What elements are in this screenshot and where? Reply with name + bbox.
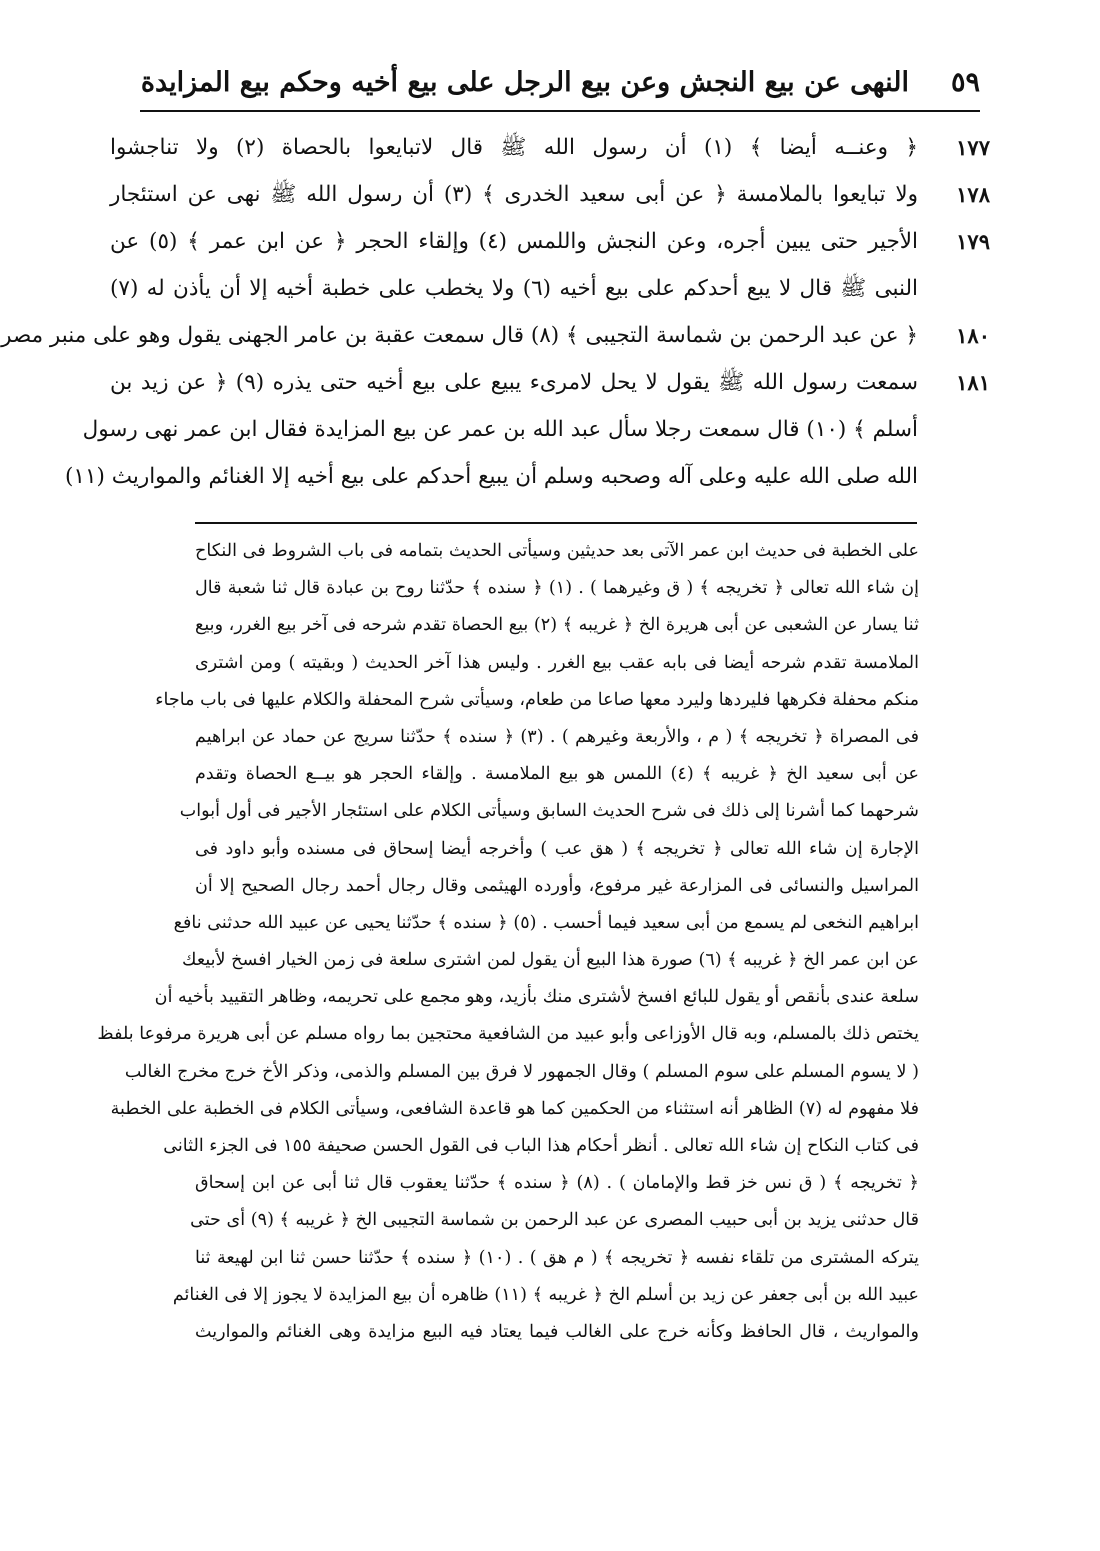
hadith-line-text: ﴿ عن عبد الرحمن بن شماسة التجيبى ﴾ (٨) قال سمعت عقبة بن عامر الجهنى يقول وهو على منبر مصر: [1, 323, 918, 348]
hadith-line: [110, 171, 990, 218]
hadith-number: ١٧٨: [956, 182, 990, 207]
hadith-line-text: أسلم ﴾ (١٠) قال سمعت رجلا سأل عبد الله بن عمر عن بيع المزايدة فقال ابن عمر نهى رسول: [82, 417, 918, 442]
commentary-line: ﴿ تخريجه ﴾ ( ق نس خز قط والإمامان ) . (٨) ﴿ سنده ﴾ حدّثنا يعقوب قال ثنا أبى عن ابن إسحاق: [195, 1173, 919, 1194]
hadith-line: [110, 359, 990, 406]
commentary-footnotes: [97, 533, 919, 1351]
commentary-line: المراسيل والنسائى فى المزارعة غير مرفوع، وأورده الهيثمى وقال رجال أحمد رجال الصحيح إلا أن: [195, 875, 919, 896]
header-rule: [140, 110, 980, 112]
hadith-line-text: سمعت رسول الله ﷺ يقول لا يحل لامرىء يبيع على بيع أخيه حتى يذره (٩) ﴿ عن زيد بن: [110, 370, 918, 395]
commentary-line: سلعة عندى بأنقص أو يقول للبائع افسخ لأشترى منك بأزيد، وهو مجمع على تحريمه، وظاهر التقييد بأخيه أن: [154, 987, 919, 1008]
footnote-separator: [195, 522, 917, 524]
page-header: [140, 60, 980, 104]
hadith-line: [110, 124, 990, 171]
running-title: النهى عن بيع النجش وعن بيع الرجل على بيع أخيه وحكم بيع المزايدة: [140, 66, 909, 98]
hadith-line-text: ﴿ وعنــه أيضا ﴾ (١) أن رسول الله ﷺ قال لاتبايعوا بالحصاة (٢) ولا تناجشوا: [110, 135, 918, 160]
commentary-line: فى المصراة ﴿ تخريجه ﴾ ( م ، والأربعة وغيرهم ) . (٣) ﴿ سنده ﴾ حدّثنا سريج عن حماد عن ابراهيم: [195, 726, 919, 747]
hadith-line: [82, 406, 990, 453]
hadith-line: [1, 312, 990, 359]
hadith-text: [1, 124, 990, 500]
commentary-line: يختص ذلك بالمسلم، وبه قال الأوزاعى وأبو عبيد من الشافعية محتجين بما رواه مسلم عن أبى هريرة مرفوعا بلفظ: [97, 1024, 919, 1045]
hadith-line-text: الله صلى الله عليه وعلى آله وصحبه وسلم أن يبيع أحدكم على بيع أخيه إلا الغنائم والمواريث (١١): [65, 464, 918, 489]
commentary-line: قال حدثنى يزيد بن أبى حبيب المصرى عن عبد الرحمن بن شماسة التجيبى الخ ﴿ غريبه ﴾ (٩) أى حتى: [190, 1210, 919, 1231]
commentary-line: الإجارة إن شاء الله تعالى ﴿ تخريجه ﴾ ( هق عب ) وأخرجه أيضا إسحاق فى مسنده وأبو داود فى: [195, 838, 919, 859]
hadith-line-text: الأجير حتى يبين أجره، وعن النجش واللمس (٤) وإلقاء الحجر ﴿ عن ابن عمر ﴾ (٥) عن: [110, 229, 919, 254]
commentary-line: الملامسة تقدم شرحه أيضا فى بابه عقب بيع الغرر . وليس هذا آخر الحديث ( وبقيته ) ومن اشترى: [195, 652, 919, 673]
commentary-line: إن شاء الله تعالى ﴿ تخريجه ﴾ ( ق وغيرهما ) . (١) ﴿ سنده ﴾ حدّثنا روح بن عبادة قال ثنا شعبة قال: [195, 578, 919, 599]
hadith-number: ١٧٩: [956, 229, 990, 254]
commentary-line: فى كتاب النكاح إن شاء الله تعالى . أنظر أحكام هذا الباب فى القول الحسن صحيفة ١٥٥ فى الجزء الثانى: [163, 1136, 919, 1156]
hadith-number: ١٨٠: [956, 323, 990, 348]
commentary-line: على الخطبة فى حديث ابن عمر الآتى بعد حديثين وسيأتى الحديث بتمامه فى باب الشروط فى النكاح: [195, 541, 919, 561]
commentary-line: ثنا يسار عن الشعبى عن أبى هريرة الخ ﴿ غريبه ﴾ (٢) بيع الحصاة تقدم شرحه فى آخر بيع الغرر، وبيع: [195, 615, 919, 636]
commentary-line: منكم محفلة فكرهها فليردها وليرد معها صاعا من طعام، وسيأتى شرح المحفلة والكلام عليها فى باب ماجاء: [155, 689, 919, 710]
commentary-line: ( لا يسوم المسلم على سوم المسلم ) وقال الجمهور لا فرق بين المسلم والذمى، وذكر الأخ خرج مخرج الغالب: [124, 1061, 919, 1082]
hadith-number: ١٨١: [956, 370, 990, 395]
commentary-line: فلا مفهوم له (٧) الظاهر أنه استثناء من الحكمين كما هو قاعدة الشافعى، وسيأتى الكلام فى الخطبة على الخطبة: [110, 1098, 919, 1119]
page-number: ٥٩: [950, 66, 980, 98]
commentary-line: عبيد الله بن أبى جعفر عن زيد بن أسلم الخ ﴿ غريبه ﴾ (١١) ظاهره أن بيع المزايدة لا يجوز إلا فى الغنائم: [172, 1284, 919, 1305]
commentary-line: شرحهما كما أشرنا إلى ذلك فى شرح الحديث السابق وسيأتى الكلام على استئجار الأجير فى أول أبواب: [179, 801, 919, 822]
hadith-line: [110, 265, 990, 312]
commentary-line: يتركه المشترى من تلقاء نفسه ﴿ تخريجه ﴾ ( م هق ) . (١٠) ﴿ سنده ﴾ حدّثنا حسن ثنا ابن لهيعة ثنا: [195, 1247, 919, 1268]
hadith-line: [65, 453, 990, 500]
hadith-number: ١٧٧: [956, 135, 990, 160]
hadith-line-text: ولا تبايعوا بالملامسة ﴿ عن أبى سعيد الخدرى ﴾ (٣) أن رسول الله ﷺ نهى عن استئجار: [110, 182, 918, 207]
hadith-line: [110, 218, 990, 265]
commentary-line: ابراهيم النخعى لم يسمع من أبى سعيد فيما أحسب . (٥) ﴿ سنده ﴾ حدّثنا يحيى عن عبيد الله حدثنى نافع: [173, 912, 919, 933]
commentary-line: والمواريث ، قال الحافظ وكأنه خرج على الغالب فيما يعتاد فيه البيع مزايدة وهى الغنائم والمواريث: [195, 1321, 919, 1342]
hadith-line-text: النبى ﷺ قال لا يبع أحدكم على بيع أخيه (٦) ولا يخطب على خطبة أخيه إلا أن يأذن له (٧): [110, 276, 918, 301]
commentary-line: عن أبى سعيد الخ ﴿ غريبه ﴾ (٤) اللمس هو بيع الملامسة . وإلقاء الحجر هو بيــع الحصاة وتقدم: [195, 764, 919, 785]
commentary-line: عن ابن عمر الخ ﴿ غريبه ﴾ (٦) صورة هذا البيع أن يقول لمن اشترى سلعة فى زمن الخيار افسخ لأبيعك: [182, 950, 919, 971]
